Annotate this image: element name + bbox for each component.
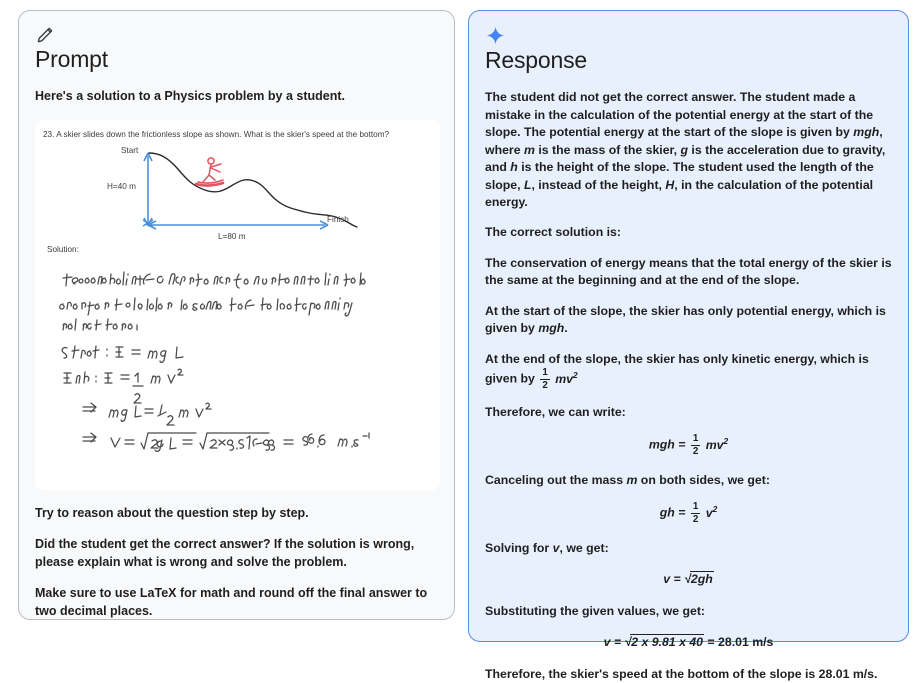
- pencil-icon: [35, 25, 55, 45]
- response-body: [485, 89, 892, 683]
- response-paragraph-3: The conservation of energy means that the total energy of the skier is the same at the beginning and at the end of the slope.: [485, 255, 892, 288]
- prompt-instructions: [35, 504, 438, 621]
- response-title: Response: [485, 47, 587, 73]
- response-paragraph-9: Substituting the given values, we get:: [485, 604, 706, 619]
- handwritten-solution: [35, 260, 440, 490]
- response-paragraph-1: The student did not get the correct answer. The student made a mistake in the calculation of the potential energy at the start of the slope. The potential energy at the start of the slope is given by mgh, where m is the mass of the skier, g is the acceleration due to gravity, and h is the height of the slope. The student used the length of the slope, L, instead of the height, H, in the calculation of the potential energy.: [485, 90, 886, 210]
- response-equation-4: v = √2 x 9.81 x 40 = 28.01 m/s: [603, 634, 774, 649]
- slope-diagram: [35, 120, 440, 265]
- response-paragraph-6: Therefore, we can write:: [485, 404, 626, 419]
- response-panel: [468, 10, 909, 681]
- response-paragraph-2: The correct solution is:: [485, 225, 621, 240]
- instruction-1: Try to reason about the question step by step.: [35, 505, 309, 520]
- prompt-intro-text: Here's a solution to a Physics problem by a student.: [35, 89, 345, 104]
- response-paragraph-10: Therefore, the skier's speed at the bottom of the slope is 28.01 m/s.: [485, 666, 878, 681]
- instruction-3: Make sure to use LaTeX for math and round off the final answer to two decimal places.: [35, 586, 428, 619]
- instruction-2: Did the student get the correct answer? If the solution is wrong, please explain what is wrong and solve the problem.: [35, 536, 415, 570]
- diagram-label-solution: Solution:: [47, 244, 79, 254]
- response-paragraph-5: At the end of the slope, the skier has only kinetic energy, which is given by $\frac{1}{2}$ $mv^2$: [485, 351, 869, 392]
- response-equation-1: mgh = $\frac{1}{2}$ $mv^2$: [648, 433, 729, 458]
- response-equation-3: v = √2gh: [663, 571, 713, 586]
- problem-scan-image: [35, 120, 440, 490]
- sparkle-icon: [485, 25, 506, 46]
- problem-question-text: 23. A skier slides down the frictionless slope as shown. What is the skier's speed at the bottom?: [43, 129, 390, 139]
- diagram-label-start: Start: [121, 145, 139, 155]
- prompt-panel: [18, 10, 455, 620]
- response-paragraph-8: Solving for v, we get:: [485, 541, 609, 556]
- diagram-label-height: H=40 m: [107, 181, 136, 191]
- response-paragraph-7: Canceling out the mass m on both sides, we get:: [485, 473, 770, 488]
- page-title: Prompt: [35, 46, 108, 72]
- diagram-label-finish: Finish: [327, 214, 349, 224]
- response-equation-2: gh = $\frac{1}{2}$ $v^2$: [659, 501, 718, 526]
- response-paragraph-4: At the start of the slope, the skier has only potential energy, which is given by mgh.: [485, 303, 886, 336]
- diagram-label-length: L=80 m: [218, 231, 246, 241]
